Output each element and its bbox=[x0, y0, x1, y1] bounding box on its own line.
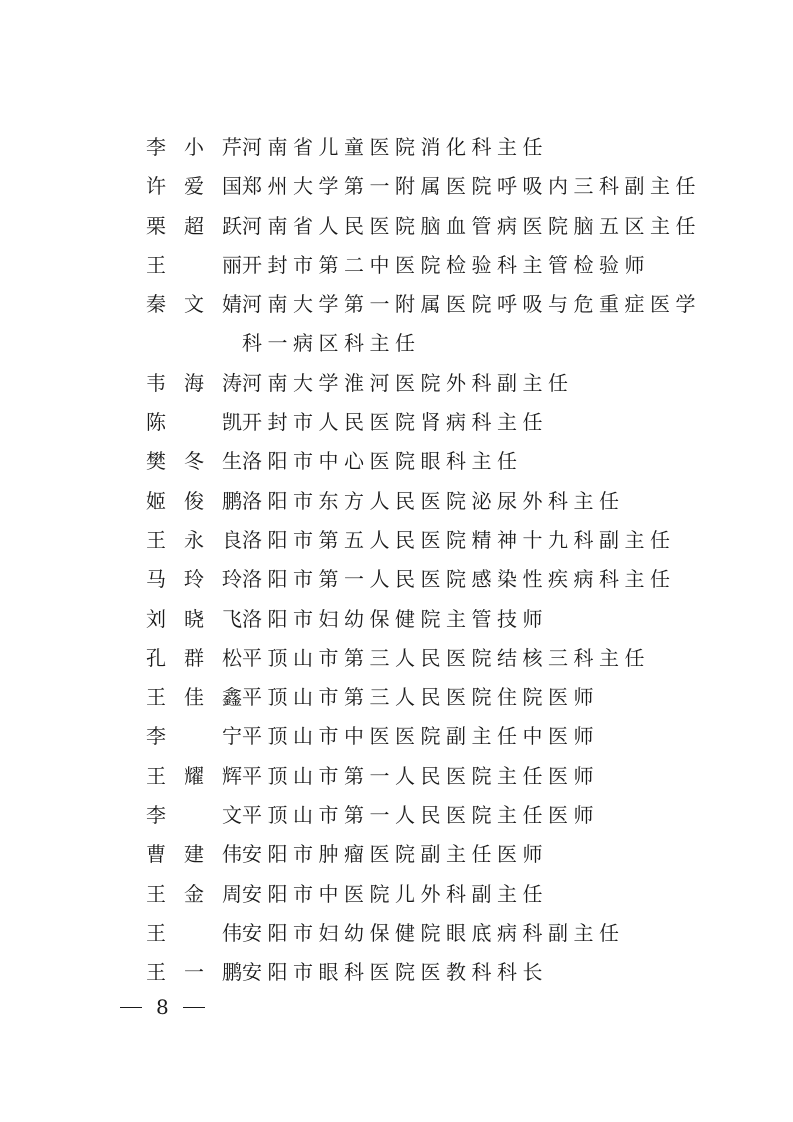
personnel-list bbox=[146, 128, 706, 993]
list-item bbox=[146, 639, 706, 678]
list-item bbox=[146, 128, 706, 167]
person-name: 孔 群 松 bbox=[146, 645, 242, 670]
list-item bbox=[146, 560, 706, 599]
person-affiliation: 河南省儿童医院消化科主任 bbox=[242, 135, 548, 159]
person-name: 李 宁 bbox=[146, 724, 242, 749]
person-name: 李 文 bbox=[146, 803, 242, 828]
person-name: 姬 俊 鹏 bbox=[146, 488, 242, 513]
person-name: 王 耀 辉 bbox=[146, 763, 242, 788]
person-name: 王 永 良 bbox=[146, 527, 242, 552]
list-item bbox=[146, 403, 706, 442]
footer-dash-right bbox=[183, 1007, 205, 1008]
person-name: 许 爱 国 bbox=[146, 174, 242, 199]
person-name: 王 佳 鑫 bbox=[146, 685, 242, 710]
person-affiliation: 平顶山市中医医院副主任中医师 bbox=[242, 724, 599, 749]
list-item bbox=[146, 835, 706, 874]
person-affiliation: 郑州大学第一附属医院呼吸内三科副主任 bbox=[242, 174, 701, 199]
person-affiliation: 安阳市中医院儿外科副主任 bbox=[242, 881, 548, 906]
list-item bbox=[146, 875, 706, 914]
person-name: 王 一 鹏 bbox=[146, 960, 242, 985]
person-name: 秦 文 婧 bbox=[146, 292, 242, 317]
person-affiliation: 洛阳市第五人民医院精神十九科副主任 bbox=[242, 527, 676, 552]
list-item bbox=[146, 757, 706, 796]
person-affiliation: 安阳市眼科医院医教科科长 bbox=[242, 960, 548, 985]
list-item bbox=[146, 167, 706, 206]
person-affiliation: 安阳市肿瘤医院副主任医师 bbox=[242, 842, 548, 867]
person-affiliation: 洛阳市东方人民医院泌尿外科主任 bbox=[242, 488, 625, 513]
person-name: 马 玲 玲 bbox=[146, 567, 242, 592]
person-affiliation: 河南大学第一附属医院呼吸与危重症医学科一病区科主任 bbox=[242, 292, 701, 356]
list-item bbox=[146, 914, 706, 953]
list-item bbox=[146, 285, 706, 364]
person-affiliation: 平顶山市第三人民医院结核三科主任 bbox=[242, 645, 650, 670]
person-affiliation: 河南省人民医院脑血管病医院脑五区主任 bbox=[242, 213, 701, 238]
person-affiliation: 平顶山市第一人民医院主任医师 bbox=[242, 803, 599, 828]
list-item bbox=[146, 796, 706, 835]
person-affiliation: 安阳市妇幼保健院眼底病科副主任 bbox=[242, 920, 625, 945]
person-name: 樊 冬 生 bbox=[146, 449, 242, 474]
footer-dash-left bbox=[120, 1007, 142, 1008]
person-name: 李 小 芹 bbox=[146, 135, 242, 159]
person-affiliation: 河南大学淮河医院外科副主任 bbox=[242, 370, 574, 395]
person-name: 王 丽 bbox=[146, 252, 242, 277]
page-footer bbox=[120, 993, 205, 1021]
person-affiliation: 平顶山市第三人民医院住院医师 bbox=[242, 685, 599, 710]
person-name: 陈 凯 bbox=[146, 410, 242, 435]
person-affiliation: 开封市人民医院肾病科主任 bbox=[242, 410, 548, 435]
list-item bbox=[146, 364, 706, 403]
list-item bbox=[146, 600, 706, 639]
person-name: 王 伟 bbox=[146, 920, 242, 945]
list-item bbox=[146, 521, 706, 560]
list-item bbox=[146, 678, 706, 717]
person-name: 曹 建 伟 bbox=[146, 842, 242, 867]
list-item bbox=[146, 482, 706, 521]
list-item bbox=[146, 442, 706, 481]
list-item bbox=[146, 953, 706, 992]
person-affiliation: 洛阳市中心医院眼科主任 bbox=[242, 449, 523, 474]
person-affiliation: 洛阳市妇幼保健院主管技师 bbox=[242, 606, 548, 631]
person-name: 栗 超 跃 bbox=[146, 213, 242, 238]
person-name: 韦 海 涛 bbox=[146, 370, 242, 395]
list-item bbox=[146, 207, 706, 246]
page-number: 8 bbox=[156, 995, 169, 1019]
person-affiliation: 平顶山市第一人民医院主任医师 bbox=[242, 763, 599, 788]
person-name: 刘 晓 飞 bbox=[146, 606, 242, 631]
person-affiliation: 开封市第二中医院检验科主管检验师 bbox=[242, 252, 650, 277]
person-affiliation: 洛阳市第一人民医院感染性疾病科主任 bbox=[242, 567, 676, 592]
list-item bbox=[146, 717, 706, 756]
person-name: 王 金 周 bbox=[146, 881, 242, 906]
list-item bbox=[146, 246, 706, 285]
